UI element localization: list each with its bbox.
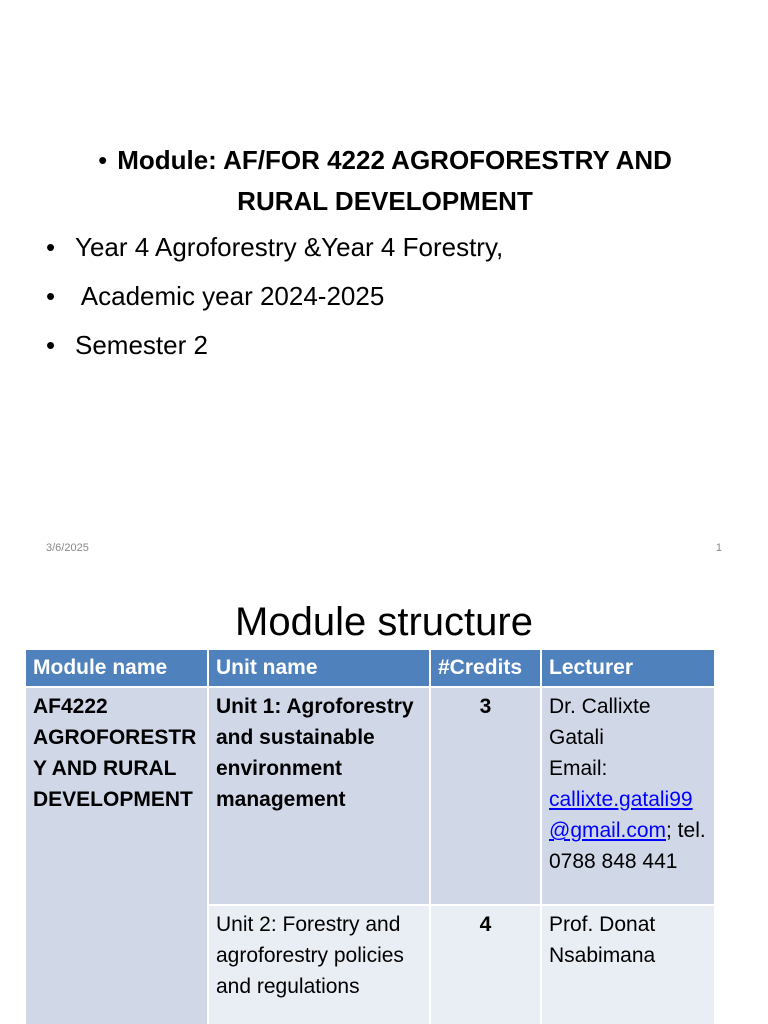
bullet-year-text: Year 4 Agroforestry &Year 4 Forestry,	[75, 232, 504, 262]
bullet-semester	[40, 329, 730, 361]
bullet-module-title	[40, 140, 730, 222]
module-structure-table	[24, 648, 716, 1024]
module-name-cell: AF4222 AGROFORESTR Y AND RURAL DEVELOPMENT	[25, 687, 208, 1024]
module-title-line-2: RURAL DEVELOPMENT	[237, 186, 533, 216]
unit-name-cell: Unit 1: Agroforestry and sustainable environment management	[208, 687, 430, 905]
bullet-semester-text: Semester 2	[75, 330, 208, 360]
unit-name-cell: Unit 2: Forestry and agroforestry policies and regulations	[208, 905, 430, 1024]
bullet-academic-year-text: Academic year 2024-2025	[75, 281, 385, 311]
lecturer-cell	[541, 905, 715, 1024]
bullet-icon: •	[46, 330, 56, 360]
slide-title: Module structure	[235, 600, 533, 644]
header-module-name: Module name	[25, 649, 208, 687]
bullet-icon: •	[46, 281, 56, 311]
lecturer-email-link[interactable]: callixte.gatali99@gmail.com	[549, 788, 693, 842]
table-row	[25, 687, 715, 905]
slide-date: 3/6/2025	[46, 542, 89, 554]
lecturer-name: Dr. Callixte Gatali	[549, 695, 651, 749]
bullet-icon: •	[98, 145, 108, 175]
header-unit-name: Unit name	[208, 649, 430, 687]
bullet-icon: •	[46, 232, 56, 262]
table-header-row	[25, 649, 715, 687]
header-credits: #Credits	[430, 649, 541, 687]
slide-2	[0, 576, 768, 1024]
bullet-list	[40, 140, 730, 378]
credits-cell: 3	[430, 687, 541, 905]
lecturer-email-label: Email:	[549, 757, 608, 780]
header-lecturer: Lecturer	[541, 649, 715, 687]
slide-page-number: 1	[715, 542, 722, 554]
bullet-year	[40, 231, 730, 263]
module-title-line-1: Module: AF/FOR 4222 AGROFORESTRY AND	[117, 145, 672, 175]
lecturer-cell	[541, 687, 715, 905]
credits-cell: 4	[430, 905, 541, 1024]
bullet-academic-year	[40, 280, 730, 312]
lecturer-tel: ; tel. 0788 848 441	[549, 819, 706, 873]
lecturer-name: Prof. Donat Nsabimana	[549, 913, 656, 967]
